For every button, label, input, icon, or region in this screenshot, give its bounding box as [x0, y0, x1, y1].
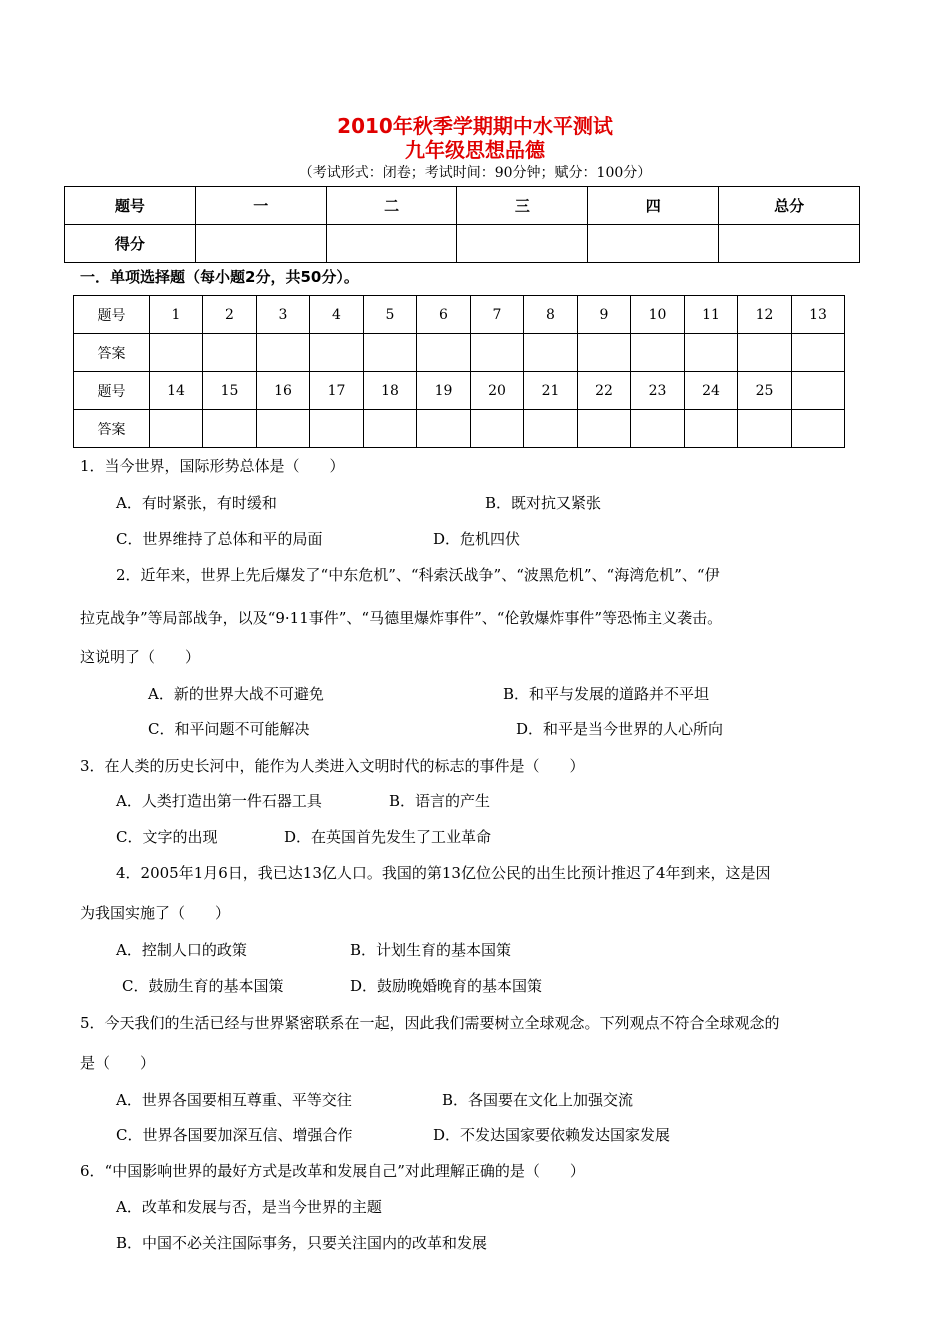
option-c: C．文字的出现	[116, 828, 218, 846]
answer-cell[interactable]	[631, 334, 685, 372]
grid-label: 题号	[74, 372, 150, 410]
section-title: 一．单项选择题（每小题2分，共50分）。	[80, 268, 359, 286]
score-cell[interactable]	[588, 225, 719, 263]
grid-number: 4	[310, 296, 364, 334]
option-b: B．语言的产生	[389, 792, 491, 810]
grid-number: 10	[631, 296, 685, 334]
option-b: B．和平与发展的道路并不平坦	[503, 685, 710, 703]
answer-cell[interactable]	[578, 410, 631, 448]
grid-number: 18	[364, 372, 417, 410]
answer-cell[interactable]	[417, 410, 471, 448]
answer-cell[interactable]	[203, 410, 257, 448]
answer-cell[interactable]	[364, 334, 417, 372]
option-a: A．有时紧张，有时缓和	[116, 494, 277, 512]
option-d: D．和平是当今世界的人心所向	[516, 720, 724, 738]
score-header-row	[65, 187, 860, 225]
option-a: A．改革和发展与否，是当今世界的主题	[116, 1198, 382, 1216]
answer-cell[interactable]	[685, 410, 738, 448]
score-header-cell: 四	[588, 187, 719, 225]
grid-number: 16	[257, 372, 310, 410]
question-stem: 2．近年来，世界上先后爆发了“中东危机”、“科索沃战争”、“波黑危机”、“海湾危机”、“伊	[116, 566, 720, 584]
score-cell[interactable]	[457, 225, 588, 263]
answer-cell[interactable]	[364, 410, 417, 448]
grid-number: 20	[471, 372, 524, 410]
answer-grid-number-row	[74, 372, 845, 410]
exam-info: （考试形式：闭卷；考试时间：90分钟；赋分：100分）	[298, 165, 652, 181]
grid-number: 3	[257, 296, 310, 334]
question-stem-cont: 拉克战争”等局部战争，以及“9·11事件”、“马德里爆炸事件”、“伦敦爆炸事件”等恐怖主义袭击。	[80, 609, 723, 627]
grid-number: 2	[203, 296, 257, 334]
grid-label: 答案	[74, 410, 150, 448]
score-cell[interactable]	[195, 225, 326, 263]
option-d: D．鼓励晚婚晚育的基本国策	[350, 977, 543, 995]
grid-number: 19	[417, 372, 471, 410]
answer-cell[interactable]	[150, 334, 203, 372]
answer-cell[interactable]	[417, 334, 471, 372]
option-c: C．鼓励生育的基本国策	[122, 977, 284, 995]
exam-title: 2010年秋季学期期中水平测试	[337, 114, 613, 138]
score-header-cell: 二	[326, 187, 457, 225]
grid-number: 13	[792, 296, 845, 334]
grid-number: 14	[150, 372, 203, 410]
score-header-cell: 三	[457, 187, 588, 225]
question-stem: 6．“中国影响世界的最好方式是改革和发展自己”对此理解正确的是（ ）	[80, 1162, 585, 1180]
answer-cell[interactable]	[471, 334, 524, 372]
grid-number: 11	[685, 296, 738, 334]
option-d: D．不发达国家要依赖发达国家发展	[433, 1126, 671, 1144]
score-header-cell: 题号	[65, 187, 196, 225]
option-a: A．控制人口的政策	[116, 941, 247, 959]
grid-number: 6	[417, 296, 471, 334]
answer-grid-number-row	[74, 296, 845, 334]
grid-number: 12	[738, 296, 792, 334]
answer-cell[interactable]	[150, 410, 203, 448]
answer-grid-answer-row	[74, 410, 845, 448]
answer-cell[interactable]	[524, 410, 578, 448]
option-a: A．人类打造出第一件石器工具	[116, 792, 322, 810]
score-cell[interactable]	[719, 225, 860, 263]
grid-number: 21	[524, 372, 578, 410]
grid-number: 5	[364, 296, 417, 334]
answer-cell[interactable]	[685, 334, 738, 372]
answer-cell[interactable]	[524, 334, 578, 372]
question-stem-cont: 这说明了（ ）	[80, 648, 201, 666]
grid-number: 23	[631, 372, 685, 410]
option-c: C．世界维持了总体和平的局面	[116, 530, 323, 548]
answer-grid	[73, 295, 845, 448]
grid-number: 8	[524, 296, 578, 334]
answer-grid-answer-row	[74, 334, 845, 372]
option-a: A．世界各国要相互尊重、平等交往	[116, 1091, 352, 1109]
answer-cell[interactable]	[310, 334, 364, 372]
question-stem: 4．2005年1月6日，我已达13亿人口。我国的第13亿位公民的出生比预计推迟了4年到来，这是因	[116, 864, 771, 882]
grid-number: 1	[150, 296, 203, 334]
grid-number: 25	[738, 372, 792, 410]
score-header-cell: 总分	[719, 187, 860, 225]
grid-number: 17	[310, 372, 364, 410]
grid-number: 22	[578, 372, 631, 410]
option-d: D．在英国首先发生了工业革命	[284, 828, 492, 846]
grid-number: 9	[578, 296, 631, 334]
answer-cell[interactable]	[792, 334, 845, 372]
score-row-label: 得分	[65, 225, 196, 263]
answer-cell[interactable]	[738, 334, 792, 372]
score-header-cell: 一	[195, 187, 326, 225]
question-stem-cont: 为我国实施了（ ）	[80, 904, 231, 922]
score-table	[64, 186, 860, 263]
grid-number: 15	[203, 372, 257, 410]
answer-cell[interactable]	[792, 410, 845, 448]
question-stem: 5．今天我们的生活已经与世界紧密联系在一起，因此我们需要树立全球观念。下列观点不符合全球观念的	[80, 1014, 780, 1032]
answer-cell[interactable]	[257, 334, 310, 372]
grid-label: 题号	[74, 296, 150, 334]
option-c: C．世界各国要加深互信、增强合作	[116, 1126, 353, 1144]
answer-cell[interactable]	[631, 410, 685, 448]
answer-cell[interactable]	[578, 334, 631, 372]
score-value-row	[65, 225, 860, 263]
answer-cell[interactable]	[738, 410, 792, 448]
option-b: B．中国不必关注国际事务，只要关注国内的改革和发展	[116, 1234, 488, 1252]
option-a: A．新的世界大战不可避免	[148, 685, 324, 703]
grid-number	[792, 372, 845, 410]
answer-cell[interactable]	[471, 410, 524, 448]
answer-cell[interactable]	[310, 410, 364, 448]
question-stem: 1．当今世界，国际形势总体是（ ）	[80, 457, 345, 475]
answer-cell[interactable]	[257, 410, 310, 448]
score-cell[interactable]	[326, 225, 457, 263]
grid-label: 答案	[74, 334, 150, 372]
question-stem-cont: 是（ ）	[80, 1054, 156, 1072]
grid-number: 7	[471, 296, 524, 334]
option-b: B．既对抗又紧张	[485, 494, 602, 512]
question-stem: 3．在人类的历史长河中，能作为人类进入文明时代的标志的事件是（ ）	[80, 757, 585, 775]
option-c: C．和平问题不可能解决	[148, 720, 310, 738]
answer-cell[interactable]	[203, 334, 257, 372]
option-b: B．计划生育的基本国策	[350, 941, 512, 959]
grid-number: 24	[685, 372, 738, 410]
exam-subject: 九年级思想品德	[405, 138, 545, 162]
option-b: B．各国要在文化上加强交流	[442, 1091, 634, 1109]
option-d: D．危机四伏	[433, 530, 521, 548]
